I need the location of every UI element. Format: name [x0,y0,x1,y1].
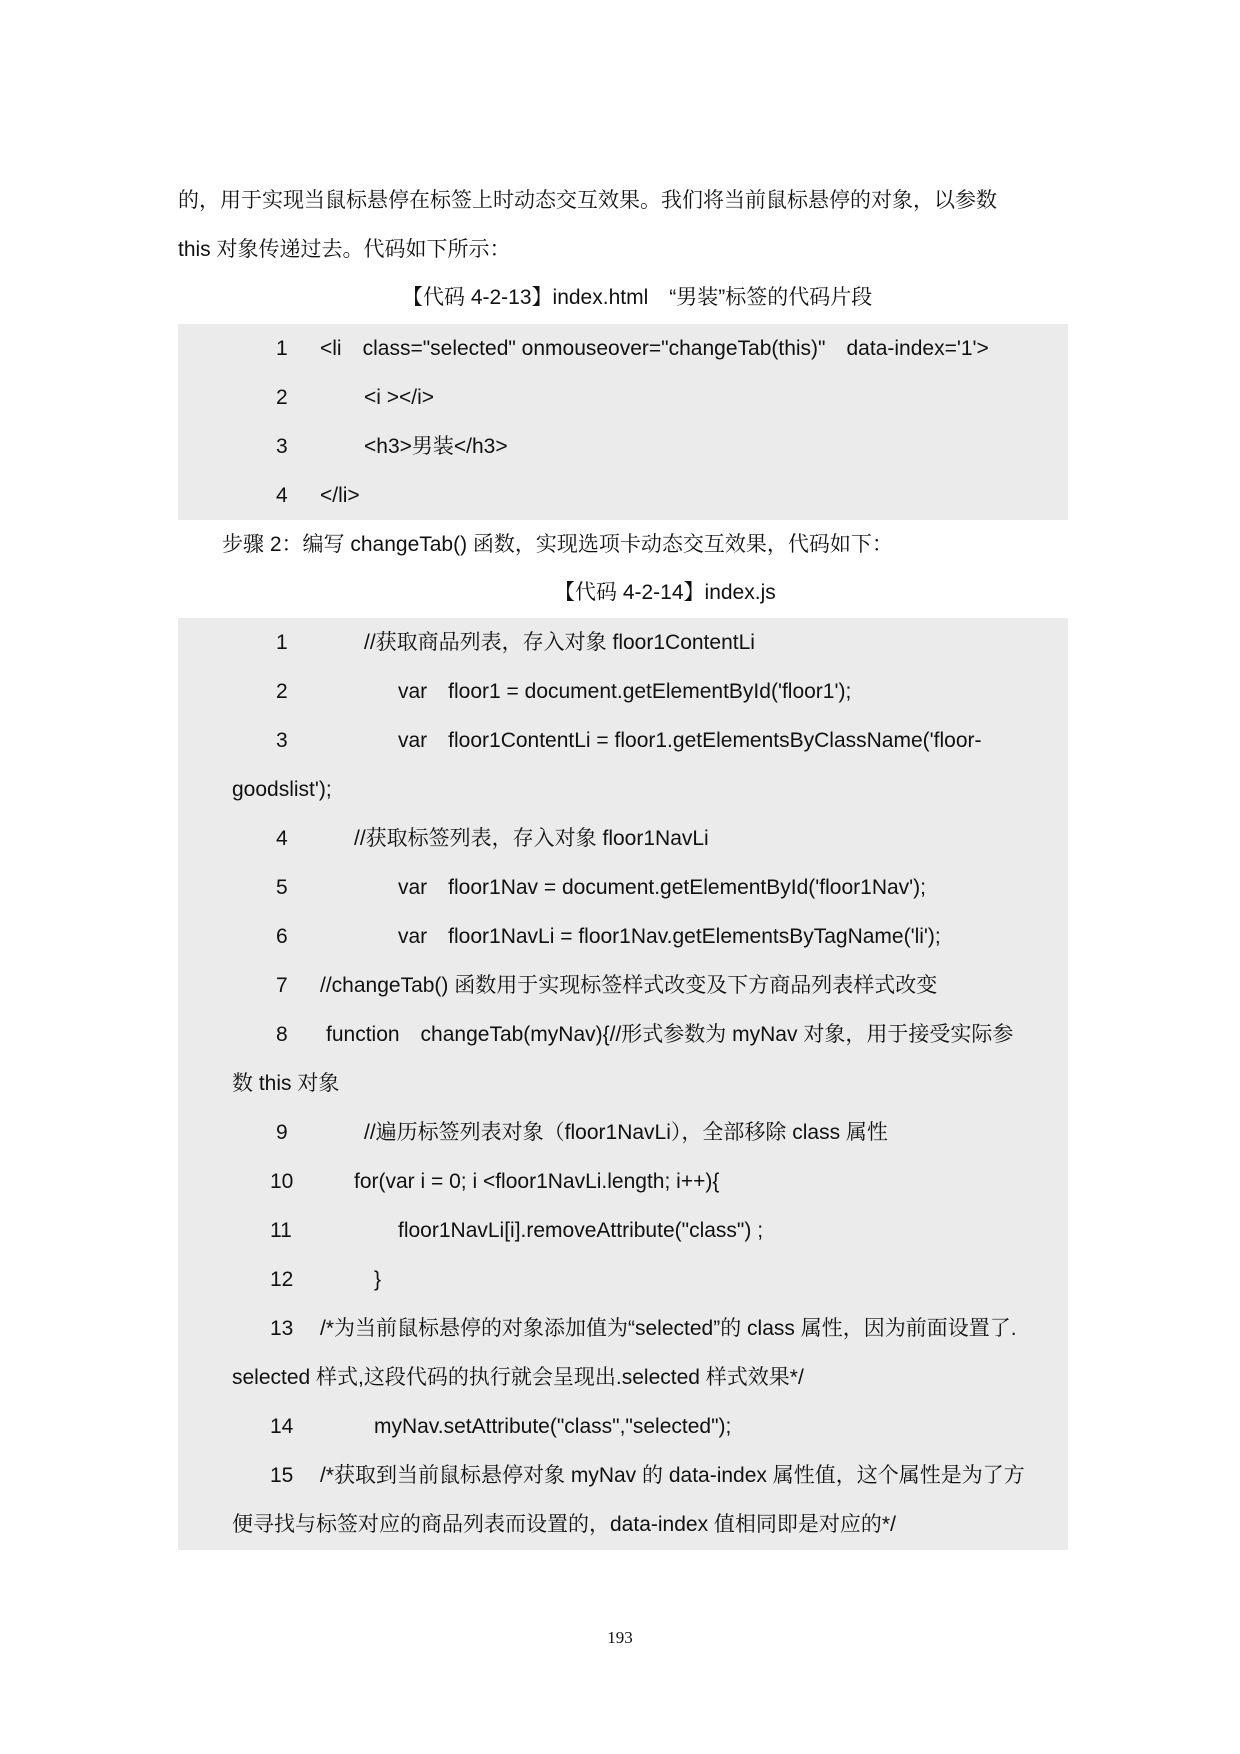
code-line [178,373,1068,422]
code-line [178,814,1068,863]
code-text: //获取商品列表，存入对象 floor1ContentLi [364,631,755,654]
code-line [178,1157,1068,1206]
code-line [178,618,1068,667]
line-number: 7 [276,974,288,997]
code-text: var floor1NavLi = floor1Nav.getElementsByTagName('li'); [398,925,941,948]
line-number: 14 [270,1415,294,1438]
code-line [178,912,1068,961]
code-line [178,961,1068,1010]
code-line [178,1304,1068,1353]
code-line [178,422,1068,471]
code-block-4-2-14 [178,618,1068,1550]
code-text: <h3>男装</h3> [364,435,508,458]
code-text: var floor1 = document.getElementById('floor1'); [398,680,852,703]
line-number: 11 [270,1219,292,1242]
code-line-continuation [178,1353,1068,1402]
code-text: var floor1ContentLi = floor1.getElementsByClassName('floor- [398,729,982,752]
code-line [178,1255,1068,1304]
line-number: 6 [276,925,288,948]
code-text: 便寻找与标签对应的商品列表而设置的，data-index 值相同即是对应的*/ [232,1513,896,1536]
line-number: 1 [276,631,288,654]
code-line [178,667,1068,716]
code-text: //获取标签列表，存入对象 floor1NavLi [354,827,709,850]
intro-line-2: this 对象传递过去。代码如下所示： [178,238,511,261]
line-number: 13 [270,1317,294,1340]
code-line [178,863,1068,912]
code-text: 数 this 对象 [232,1072,340,1095]
code-line-continuation [178,1500,1068,1549]
line-number: 2 [276,680,288,703]
line-number: 3 [276,435,288,458]
code-line [178,1108,1068,1157]
code-block-4-2-13 [178,324,1068,520]
code-line-continuation [178,765,1068,814]
code-line [178,471,1068,520]
line-number: 15 [270,1464,294,1487]
line-number: 4 [276,827,288,850]
code-caption-4-2-14: 【代码 4-2-14】index.js [554,581,776,604]
line-number: 3 [276,729,288,752]
code-line [178,1451,1068,1500]
line-number: 9 [276,1121,288,1144]
line-number: 4 [276,484,288,507]
code-line [178,1206,1068,1255]
code-text: floor1NavLi[i].removeAttribute("class") ; [398,1219,764,1242]
intro-line-1: 的，用于实现当鼠标悬停在标签上时动态交互效果。我们将当前鼠标悬停的对象，以参数 [178,189,997,212]
code-line-continuation [178,1059,1068,1108]
code-text: <i ></i> [364,386,435,409]
code-text: } [374,1268,382,1291]
line-number: 12 [270,1268,294,1291]
line-number: 8 [276,1023,288,1046]
code-text: <li class="selected" onmouseover="changeTab(this)" data-index='1'> [320,337,989,360]
code-text: selected 样式,这段代码的执行就会呈现出.selected 样式效果*/ [232,1366,804,1389]
code-text: function changeTab(myNav){//形式参数为 myNav 对象，用于接受实际参 [326,1023,1014,1046]
code-text: /*为当前鼠标悬停的对象添加值为“selected”的 class 属性，因为前面设置了. [320,1317,1017,1340]
page-number: 193 [607,1628,633,1647]
code-text: goodslist'); [232,778,332,801]
code-text: myNav.setAttribute("class","selected"); [374,1415,732,1438]
code-text: for(var i = 0; i <floor1NavLi.length; i++){ [354,1170,720,1193]
code-line [178,1010,1068,1059]
code-text: var floor1Nav = document.getElementById('floor1Nav'); [398,876,927,899]
line-number: 5 [276,876,288,899]
code-text: /*获取到当前鼠标悬停对象 myNav 的 data-index 属性值，这个属性是为了方 [320,1464,1025,1487]
step-2-text: 步骤 2：编写 changeTab() 函数，实现选项卡动态交互效果，代码如下： [222,533,893,556]
code-text: //遍历标签列表对象（floor1NavLi），全部移除 class 属性 [364,1121,888,1144]
code-line [178,1402,1068,1451]
line-number: 2 [276,386,288,409]
code-text: //changeTab() 函数用于实现标签样式改变及下方商品列表样式改变 [320,974,938,997]
line-number: 10 [270,1170,294,1193]
code-text: </li> [320,484,360,507]
code-line [178,324,1068,373]
line-number: 1 [276,337,288,360]
code-caption-4-2-13: 【代码 4-2-13】index.html “男装”标签的代码片段 [402,286,873,309]
code-line [178,716,1068,765]
